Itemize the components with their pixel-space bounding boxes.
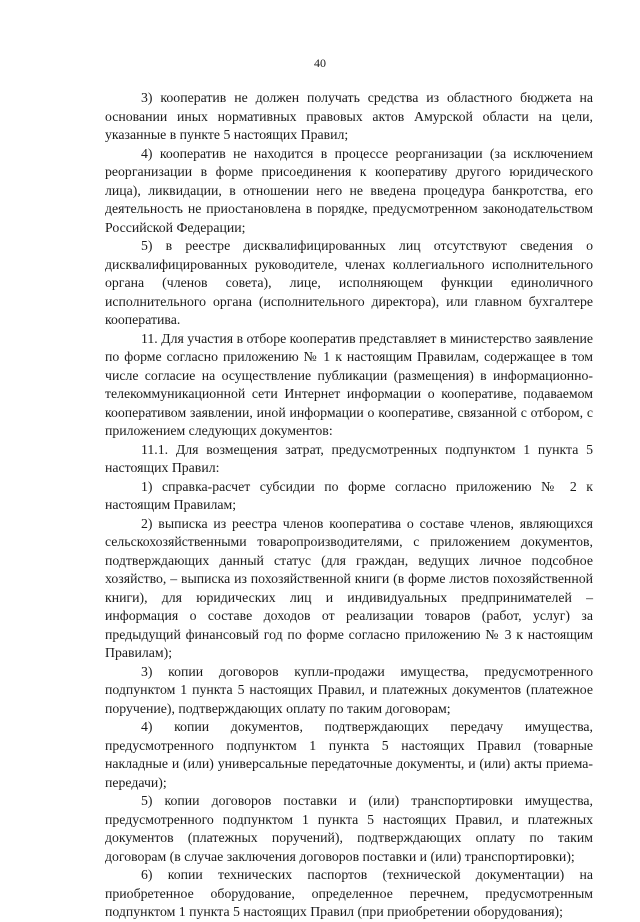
page-number: 40 <box>314 56 326 70</box>
paragraph-item-5: 5) в реестре дисквалифицированных лиц отсутствуют сведения о дисквалифицированных руководителе, членах коллегиального исполнительного органа (членов совета), лице, исполняющем функции единоличного исполнительного органа (исполнительного директора), или главном бухгалтере кооператива. <box>105 238 593 327</box>
paragraph-item-4: 4) кооператив не находится в процессе реорганизации (за исключением реорганизации в форме присоединения к кооперативу другого юридического лица), ликвидации, в отношении него не введена процедура банкротства, его деятельность не приостановлена в порядке, предусмотренном законодательством Российской Федерации; <box>105 145 593 235</box>
paragraph-clause-11: 11. Для участия в отборе кооператив представляет в министерство заявление по форме согласно приложению № 1 к настоящим Правилам, содержащее в том числе согласие на осуществление публикации (размещения) в информационно-телекоммуникационной сети Интернет информации о кооперативе, подаваемом кооперативом заявлении, иной информации о кооперативе, связанной с отбором, с приложением следующих документов: <box>105 330 593 438</box>
paragraph-doc-2: 2) выписка из реестра членов кооператива о составе членов, являющихся сельскохозяйственными товаропроизводителями, с приложением документов, подтверждающих данный статус (для граждан, ведущих личное подсобное хозяйство, – выписка из похозяйственной книги (в форме листов похозяйственной книги), для юридических лиц и индивидуальных предпринимателей – информация о составе доходов от реализации товаров (работ, услуг) за предыдущий финансовый год по форме согласно приложению № 3 к настоящим Правилам); <box>105 515 593 660</box>
paragraph-doc-1: 1) справка-расчет субсидии по форме согласно приложению № 2 к настоящим Правилам; <box>105 478 593 512</box>
paragraph-item-3: 3) кооператив не должен получать средства из областного бюджета на основании иных нормативных правовых актов Амурской области на цели, указанные в пункте 5 настоящих Правил; <box>105 90 593 142</box>
document-body <box>105 89 593 922</box>
paragraph-doc-6: 6) копии технических паспортов (технической документации) на приобретенное оборудование, определенное перечнем, предусмотренным подпунктом 1 пункта 5 настоящих Правил (при приобретении оборудования); <box>105 867 593 919</box>
paragraph-clause-11-1: 11.1. Для возмещения затрат, предусмотренных подпунктом 1 пункта 5 настоящих Правил: <box>105 441 593 475</box>
paragraph-doc-5: 5) копии договоров поставки и (или) транспортировки имущества, предусмотренного подпунктом 1 пункта 5 настоящих Правил, и платежных документов (платежных поручений), подтверждающих оплату по таким договорам (в случае заключения договоров поставки и (или) транспортировки); <box>105 793 593 864</box>
paragraph-doc-4: 4) копии документов, подтверждающих передачу имущества, предусмотренного подпунктом 1 пункта 5 настоящих Правил (товарные накладные и (или) универсальные передаточные документы, и (или) акты приема-передачи); <box>105 719 593 790</box>
paragraph-doc-3: 3) копии договоров купли-продажи имущества, предусмотренного подпунктом 1 пункта 5 настоящих Правил, и платежных документов (платежное поручение), подтверждающих оплату по таким договорам; <box>105 663 593 716</box>
